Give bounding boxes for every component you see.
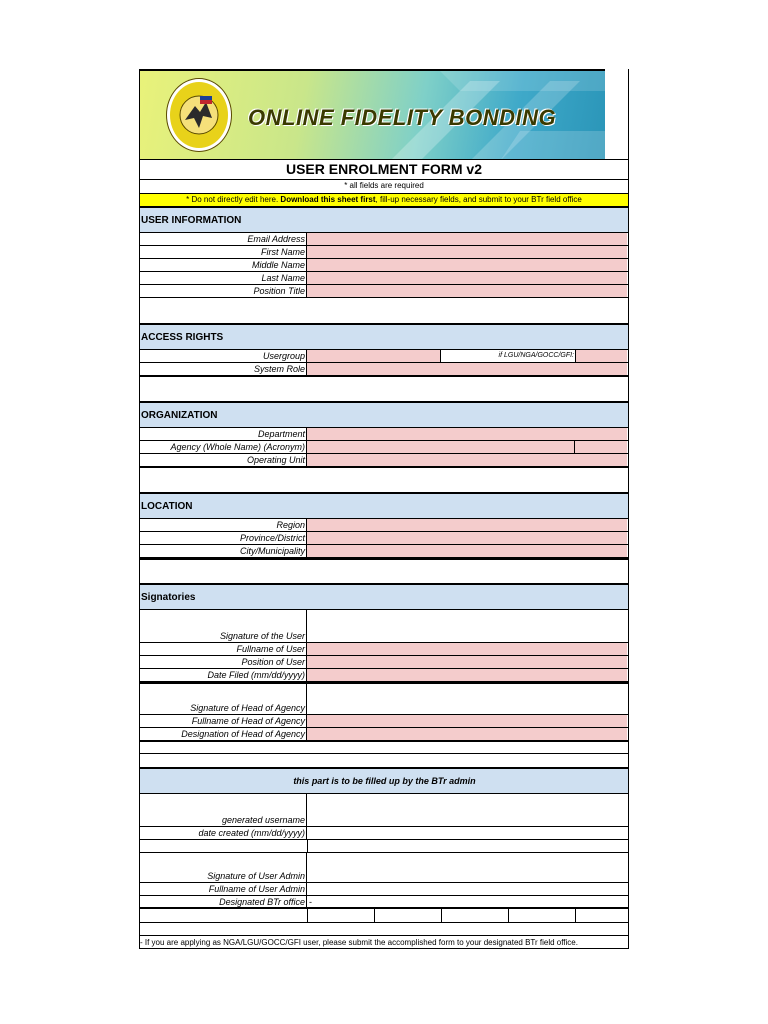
location-row	[140, 532, 628, 545]
generated-username-label: generated username	[140, 794, 307, 826]
section-admin: this part is to be filled up by the BTr admin	[140, 767, 628, 794]
user-signatory-field[interactable]	[307, 669, 627, 681]
user-information-field[interactable]	[307, 259, 627, 271]
user-information-label: Middle Name	[140, 259, 307, 271]
department-field[interactable]	[307, 428, 627, 440]
location-label: City/Municipality	[140, 545, 307, 557]
banner-title: ONLINE FIDELITY BONDING	[248, 105, 557, 130]
banner	[140, 69, 605, 159]
usergroup-row	[140, 350, 628, 363]
user-signatory-row	[140, 656, 628, 669]
admin-fullname-label: Fullname of User Admin	[140, 883, 307, 895]
section-location: LOCATION	[140, 492, 628, 519]
user-information-field[interactable]	[307, 285, 627, 297]
date-created-label: date created (mm/dd/yyyy)	[140, 827, 307, 839]
user-information-field[interactable]	[307, 272, 627, 284]
head-signatory-label: Fullname of Head of Agency	[140, 715, 307, 727]
head-signatory-row	[140, 715, 628, 728]
location-field[interactable]	[307, 519, 627, 531]
generated-username-row	[140, 794, 628, 827]
agency-name-field[interactable]	[307, 441, 575, 453]
user-information-row	[140, 272, 628, 285]
lgu-type-field[interactable]	[576, 350, 627, 362]
system-role-label: System Role	[140, 363, 307, 375]
notice-bar	[140, 193, 628, 206]
notice-suffix: , fill-up necessary fields, and submit to your BTr field office	[375, 195, 582, 204]
user-signature-label: Signature of the User	[140, 610, 307, 642]
admin-spacer-row	[140, 840, 628, 853]
user-information-label: Last Name	[140, 272, 307, 284]
designated-office-label: Designated BTr office	[140, 896, 307, 908]
head-signatory-label: Designation of Head of Agency	[140, 728, 307, 740]
user-information-row	[140, 246, 628, 259]
blank-grid-row	[140, 909, 628, 923]
department-row	[140, 428, 628, 441]
designated-office-row	[140, 896, 628, 909]
user-information-field[interactable]	[307, 246, 627, 258]
location-row	[140, 545, 628, 558]
user-information-label: Position Title	[140, 285, 307, 297]
system-role-field[interactable]	[307, 363, 627, 375]
head-signatory-field[interactable]	[307, 715, 627, 727]
admin-fullname-row	[140, 883, 628, 896]
user-signature-field[interactable]	[307, 610, 627, 642]
blank-row	[140, 923, 628, 936]
location-row	[140, 519, 628, 532]
lgu-note: if LGU/NGA/GOCC/GFI:	[441, 350, 576, 362]
user-information-row	[140, 259, 628, 272]
user-signatory-field[interactable]	[307, 656, 627, 668]
agency-row	[140, 441, 628, 454]
location-field[interactable]	[307, 532, 627, 544]
admin-fullname-field[interactable]	[307, 883, 627, 895]
operating-unit-label: Operating Unit	[140, 454, 307, 466]
head-signature-row	[140, 682, 628, 715]
designated-office-field[interactable]: -	[309, 897, 312, 907]
admin-signature-label: Signature of User Admin	[140, 853, 307, 882]
footer-note: - If you are applying as NGA/LGU/GOCC/GFI user, please submit the accomplished form to your designated BTr field office.	[140, 936, 628, 949]
section-signatories: Signatories	[140, 583, 628, 610]
user-signatory-field[interactable]	[307, 643, 627, 655]
notice-prefix: * Do not directly edit here.	[186, 195, 281, 204]
user-information-label: First Name	[140, 246, 307, 258]
enrolment-form-sheet	[139, 69, 629, 949]
operating-unit-field[interactable]	[307, 454, 627, 466]
form-title: USER ENROLMENT FORM v2	[285, 161, 482, 177]
agency-label: Agency (Whole Name) (Acronym)	[140, 441, 307, 453]
section-access-rights: ACCESS RIGHTS	[140, 323, 628, 350]
date-created-row	[140, 827, 628, 840]
user-information-field[interactable]	[307, 233, 627, 245]
user-signatory-label: Fullname of User	[140, 643, 307, 655]
location-label: Province/District	[140, 532, 307, 544]
user-signature-row	[140, 610, 628, 643]
usergroup-label: Usergroup	[140, 350, 307, 362]
user-information-row	[140, 233, 628, 246]
generated-username-field[interactable]	[307, 794, 627, 826]
admin-signature-field[interactable]	[307, 853, 627, 882]
user-signatory-row	[140, 643, 628, 656]
department-label: Department	[140, 428, 307, 440]
head-signature-label: Signature of Head of Agency	[140, 682, 307, 714]
admin-signature-row	[140, 853, 628, 883]
usergroup-field[interactable]	[307, 350, 441, 362]
location-field[interactable]	[307, 545, 627, 557]
section-organization: ORGANIZATION	[140, 401, 628, 428]
head-signature-field[interactable]	[307, 682, 627, 714]
treasury-seal	[167, 79, 231, 151]
user-signatory-label: Date Filed (mm/dd/yyyy)	[140, 669, 307, 681]
user-information-label: Email Address	[140, 233, 307, 245]
eagle-icon	[170, 82, 228, 148]
user-information-row	[140, 285, 628, 298]
user-signatory-label: Position of User	[140, 656, 307, 668]
notice-bold: Download this sheet first	[280, 195, 376, 204]
agency-acronym-field[interactable]	[575, 441, 627, 453]
date-created-field[interactable]	[307, 827, 627, 839]
required-note: * all fields are required	[344, 181, 424, 190]
location-label: Region	[140, 519, 307, 531]
head-signatory-field[interactable]	[307, 728, 627, 740]
section-user-information: USER INFORMATION	[140, 206, 628, 233]
user-signatory-row	[140, 669, 628, 682]
